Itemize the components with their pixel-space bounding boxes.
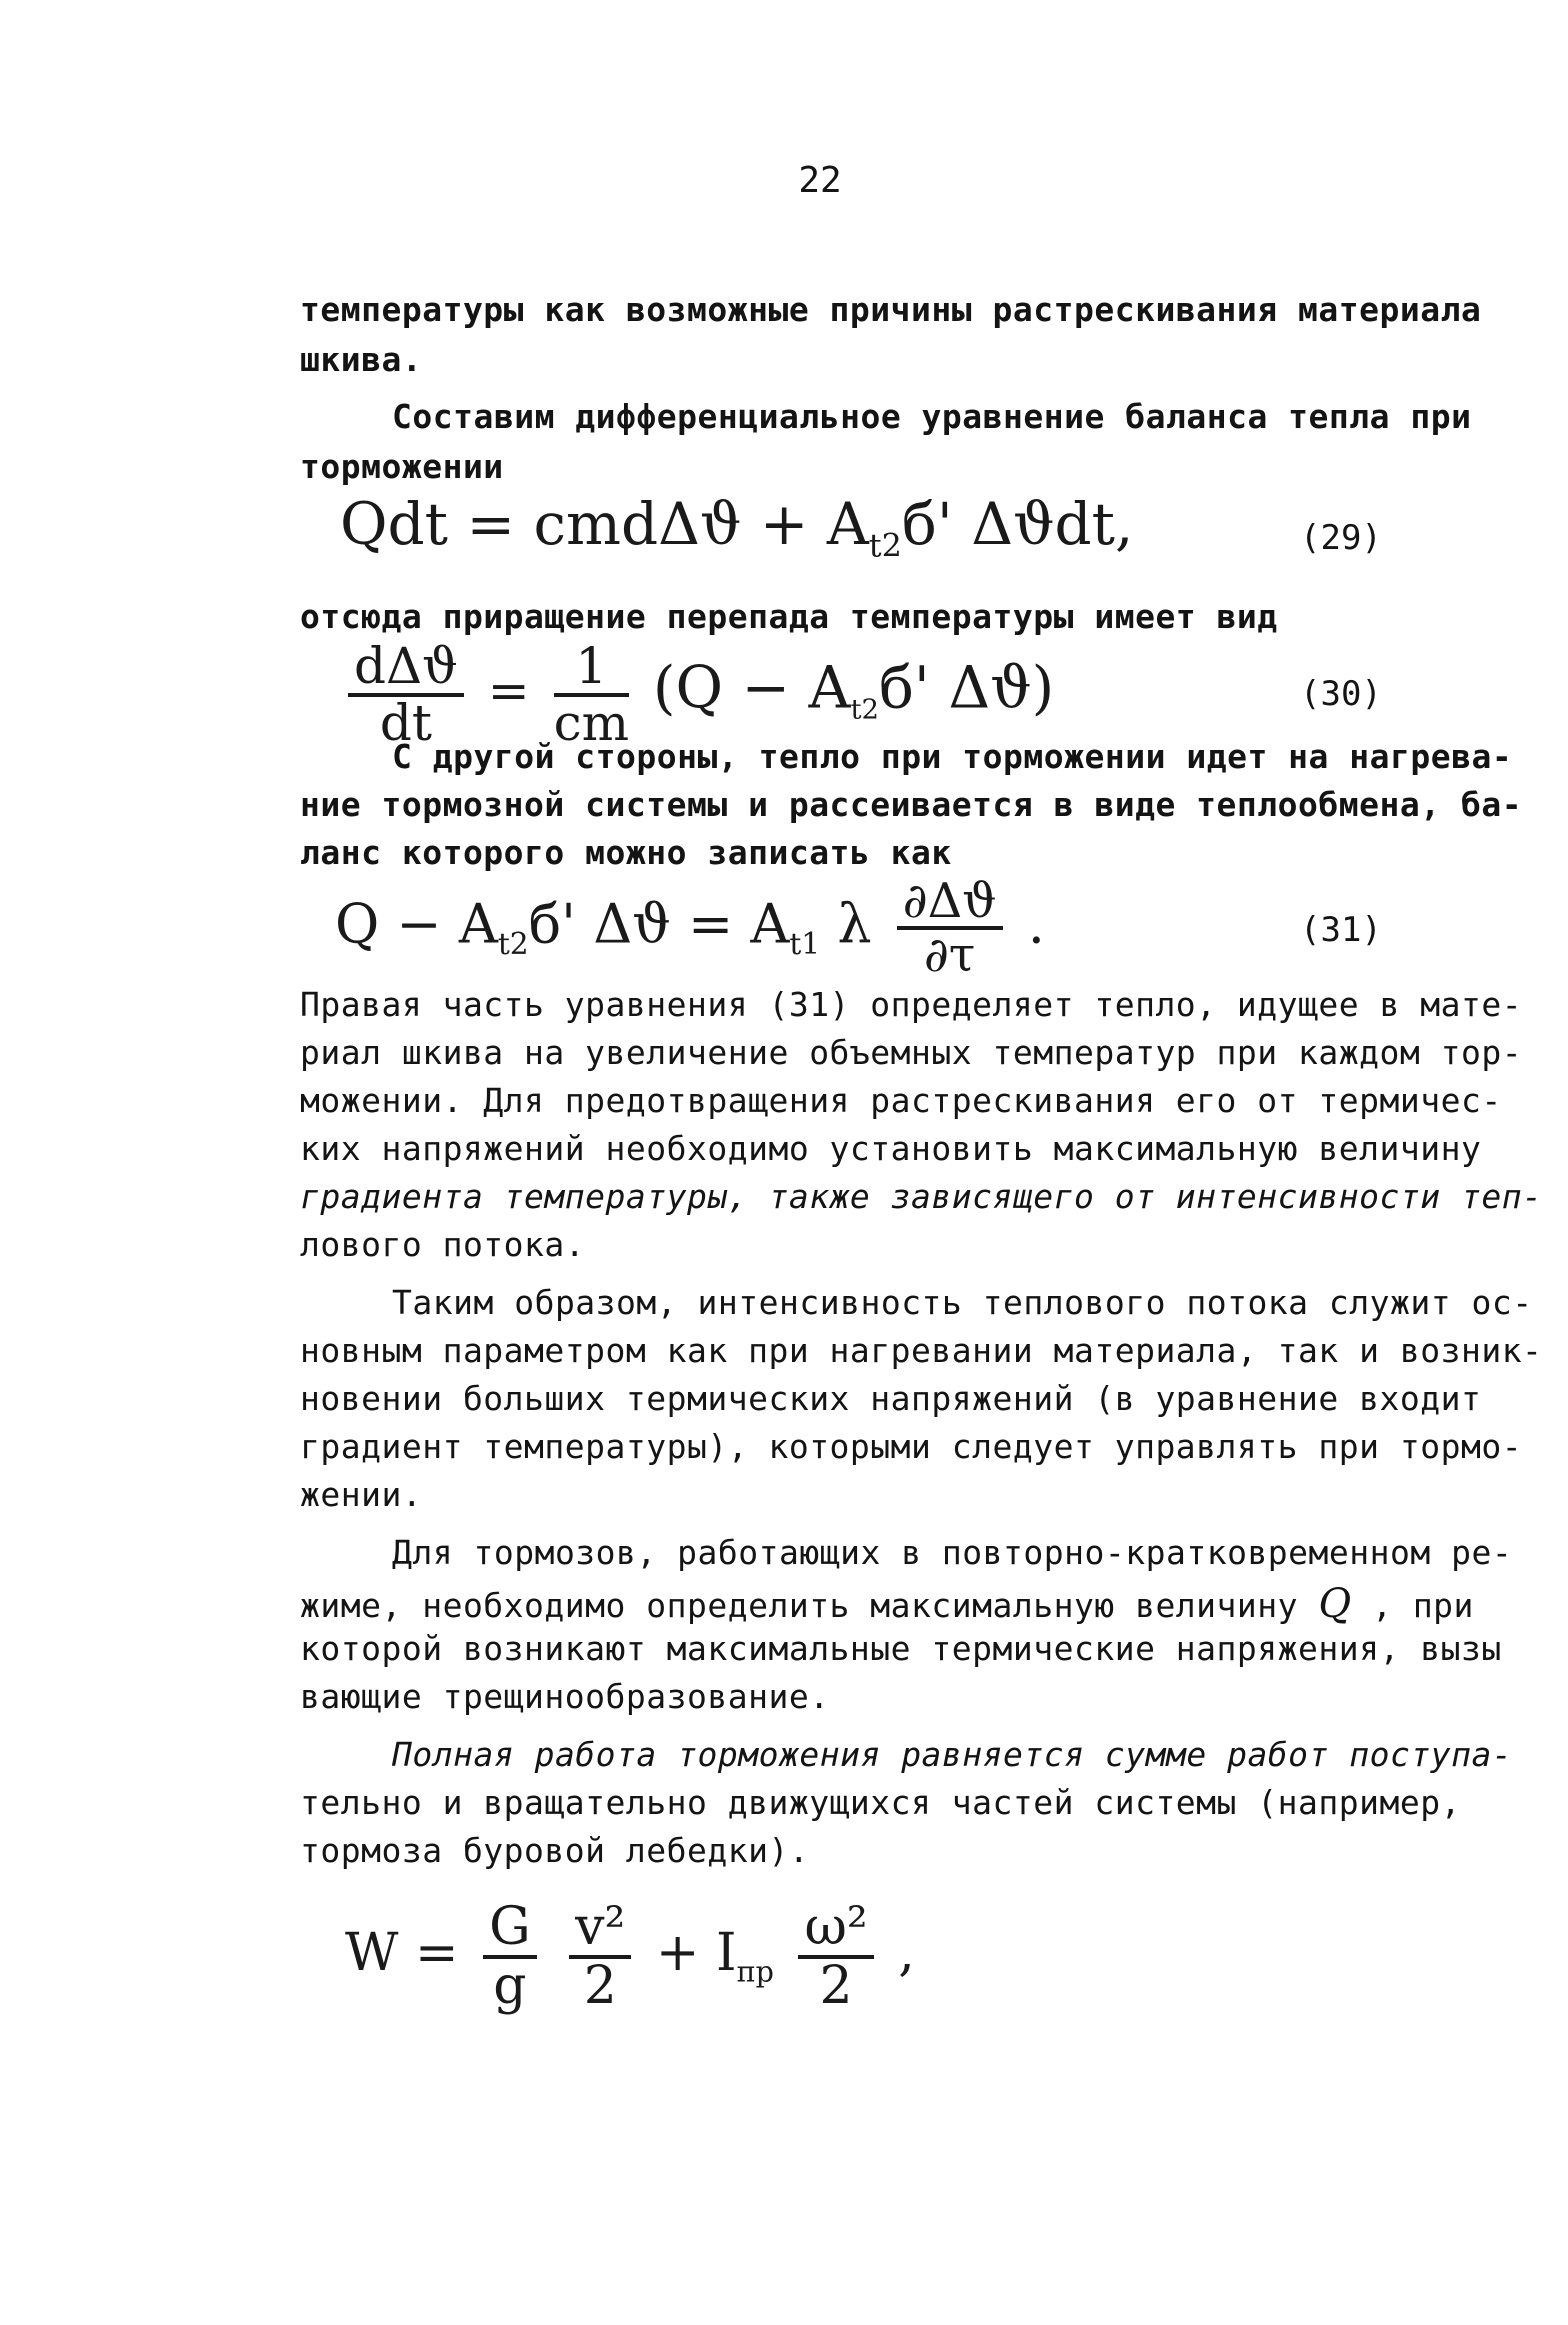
equation-29-number: (29) — [1300, 518, 1382, 558]
text-line: торможении — [300, 447, 504, 486]
text-line: ких напряжений необходимо установить максимальную величину — [300, 1129, 1482, 1168]
text-line: тельно и вращательно движущихся частей системы (например, — [300, 1783, 1461, 1822]
paragraph-start: С другой стороны, тепло при торможении идет на нагрева- — [392, 737, 1513, 776]
equation-work: W = $\frac{G}{g}$ $\frac{\text{v²}}{2}$ + $I_{пр}$ $\frac{\text{ω²}}{2}$ , — [345, 1897, 915, 2016]
text-line: жении. — [300, 1475, 423, 1514]
text-line: новным параметром как при нагревании материала, так и возник- — [300, 1331, 1543, 1370]
fraction: $\frac{\text{ω²}}{2}$ — [798, 1900, 873, 2013]
text-line: жиме, необходимо определить максимальную величину Q , при — [300, 1581, 1474, 1627]
equation-30: $\frac{\text{dΔϑ}}{dt}$ = $\frac{1}{cm}$ ($Q - A_{t2}б'$ Δϑ) — [340, 640, 1054, 749]
text-line: вающие трещинообразование. — [300, 1677, 830, 1716]
text-line: шкива. — [300, 340, 423, 379]
text-line: новении больших термических напряжений (в уравнение входит — [300, 1379, 1482, 1418]
text-line: тормоза буровой лебедки). — [300, 1831, 810, 1870]
equation-31: $Q - A_{t2}б'$ $\Delta ϑ = A_{t1}$ λ $\frac{\partial\Delta ϑ}{\partial\tau}$ . — [335, 873, 1045, 984]
text-line: ние тормозной системы и рассеивается в виде теплообмена, ба- — [300, 785, 1523, 824]
fraction: $\frac{\partial\Delta ϑ}{\partial\tau}$ — [897, 876, 1003, 981]
paragraph-start: Для тормозов, работающих в повторно-кратковременном ре- — [392, 1533, 1513, 1572]
paragraph-start: Таким образом, интенсивность теплового потока служит ос- — [392, 1283, 1533, 1322]
paragraph-start: Полная работа торможения равняется сумме работ поступа- — [392, 1735, 1513, 1774]
fraction: $\frac{\text{dΔϑ}}{dt}$ — [348, 640, 464, 749]
text-line: отсюда приращение перепада температуры имеет вид — [300, 597, 1278, 636]
text-line: лового потока. — [300, 1225, 586, 1264]
fraction: $\frac{G}{g}$ — [483, 1900, 537, 2013]
text-line: риал шкива на увеличение объемных температур при каждом тор- — [300, 1033, 1523, 1072]
fraction: $\frac{1}{cm}$ — [553, 637, 629, 752]
equation-31-number: (31) — [1300, 910, 1382, 950]
equation-30-number: (30) — [1300, 674, 1382, 714]
text-line: градиента температуры, также зависящего от интенсивности теп- — [300, 1177, 1543, 1216]
text-line: градиент температуры), которыми следует управлять при тормо- — [300, 1427, 1523, 1466]
text-line: можении. Для предотвращения растрескивания его от термичес- — [300, 1081, 1502, 1120]
fraction: $\frac{\text{v²}}{2}$ — [569, 1900, 631, 2013]
text-line: ланс которого можно записать как — [300, 833, 952, 872]
paragraph-start: Составим дифференциальное уравнение баланса тепла при — [392, 397, 1472, 436]
equation-29: Qdt = $cmd\Delta ϑ + A_{t2}б'$ Δϑdt, — [340, 490, 1134, 565]
text-line: которой возникают максимальные термические напряжения, вызы — [300, 1629, 1502, 1668]
text-line: Правая часть уравнения (31) определяет тепло, идущее в мате- — [300, 985, 1523, 1024]
text-line: температуры как возможные причины растрескивания материала — [300, 290, 1482, 329]
page-number: 22 — [798, 160, 842, 201]
